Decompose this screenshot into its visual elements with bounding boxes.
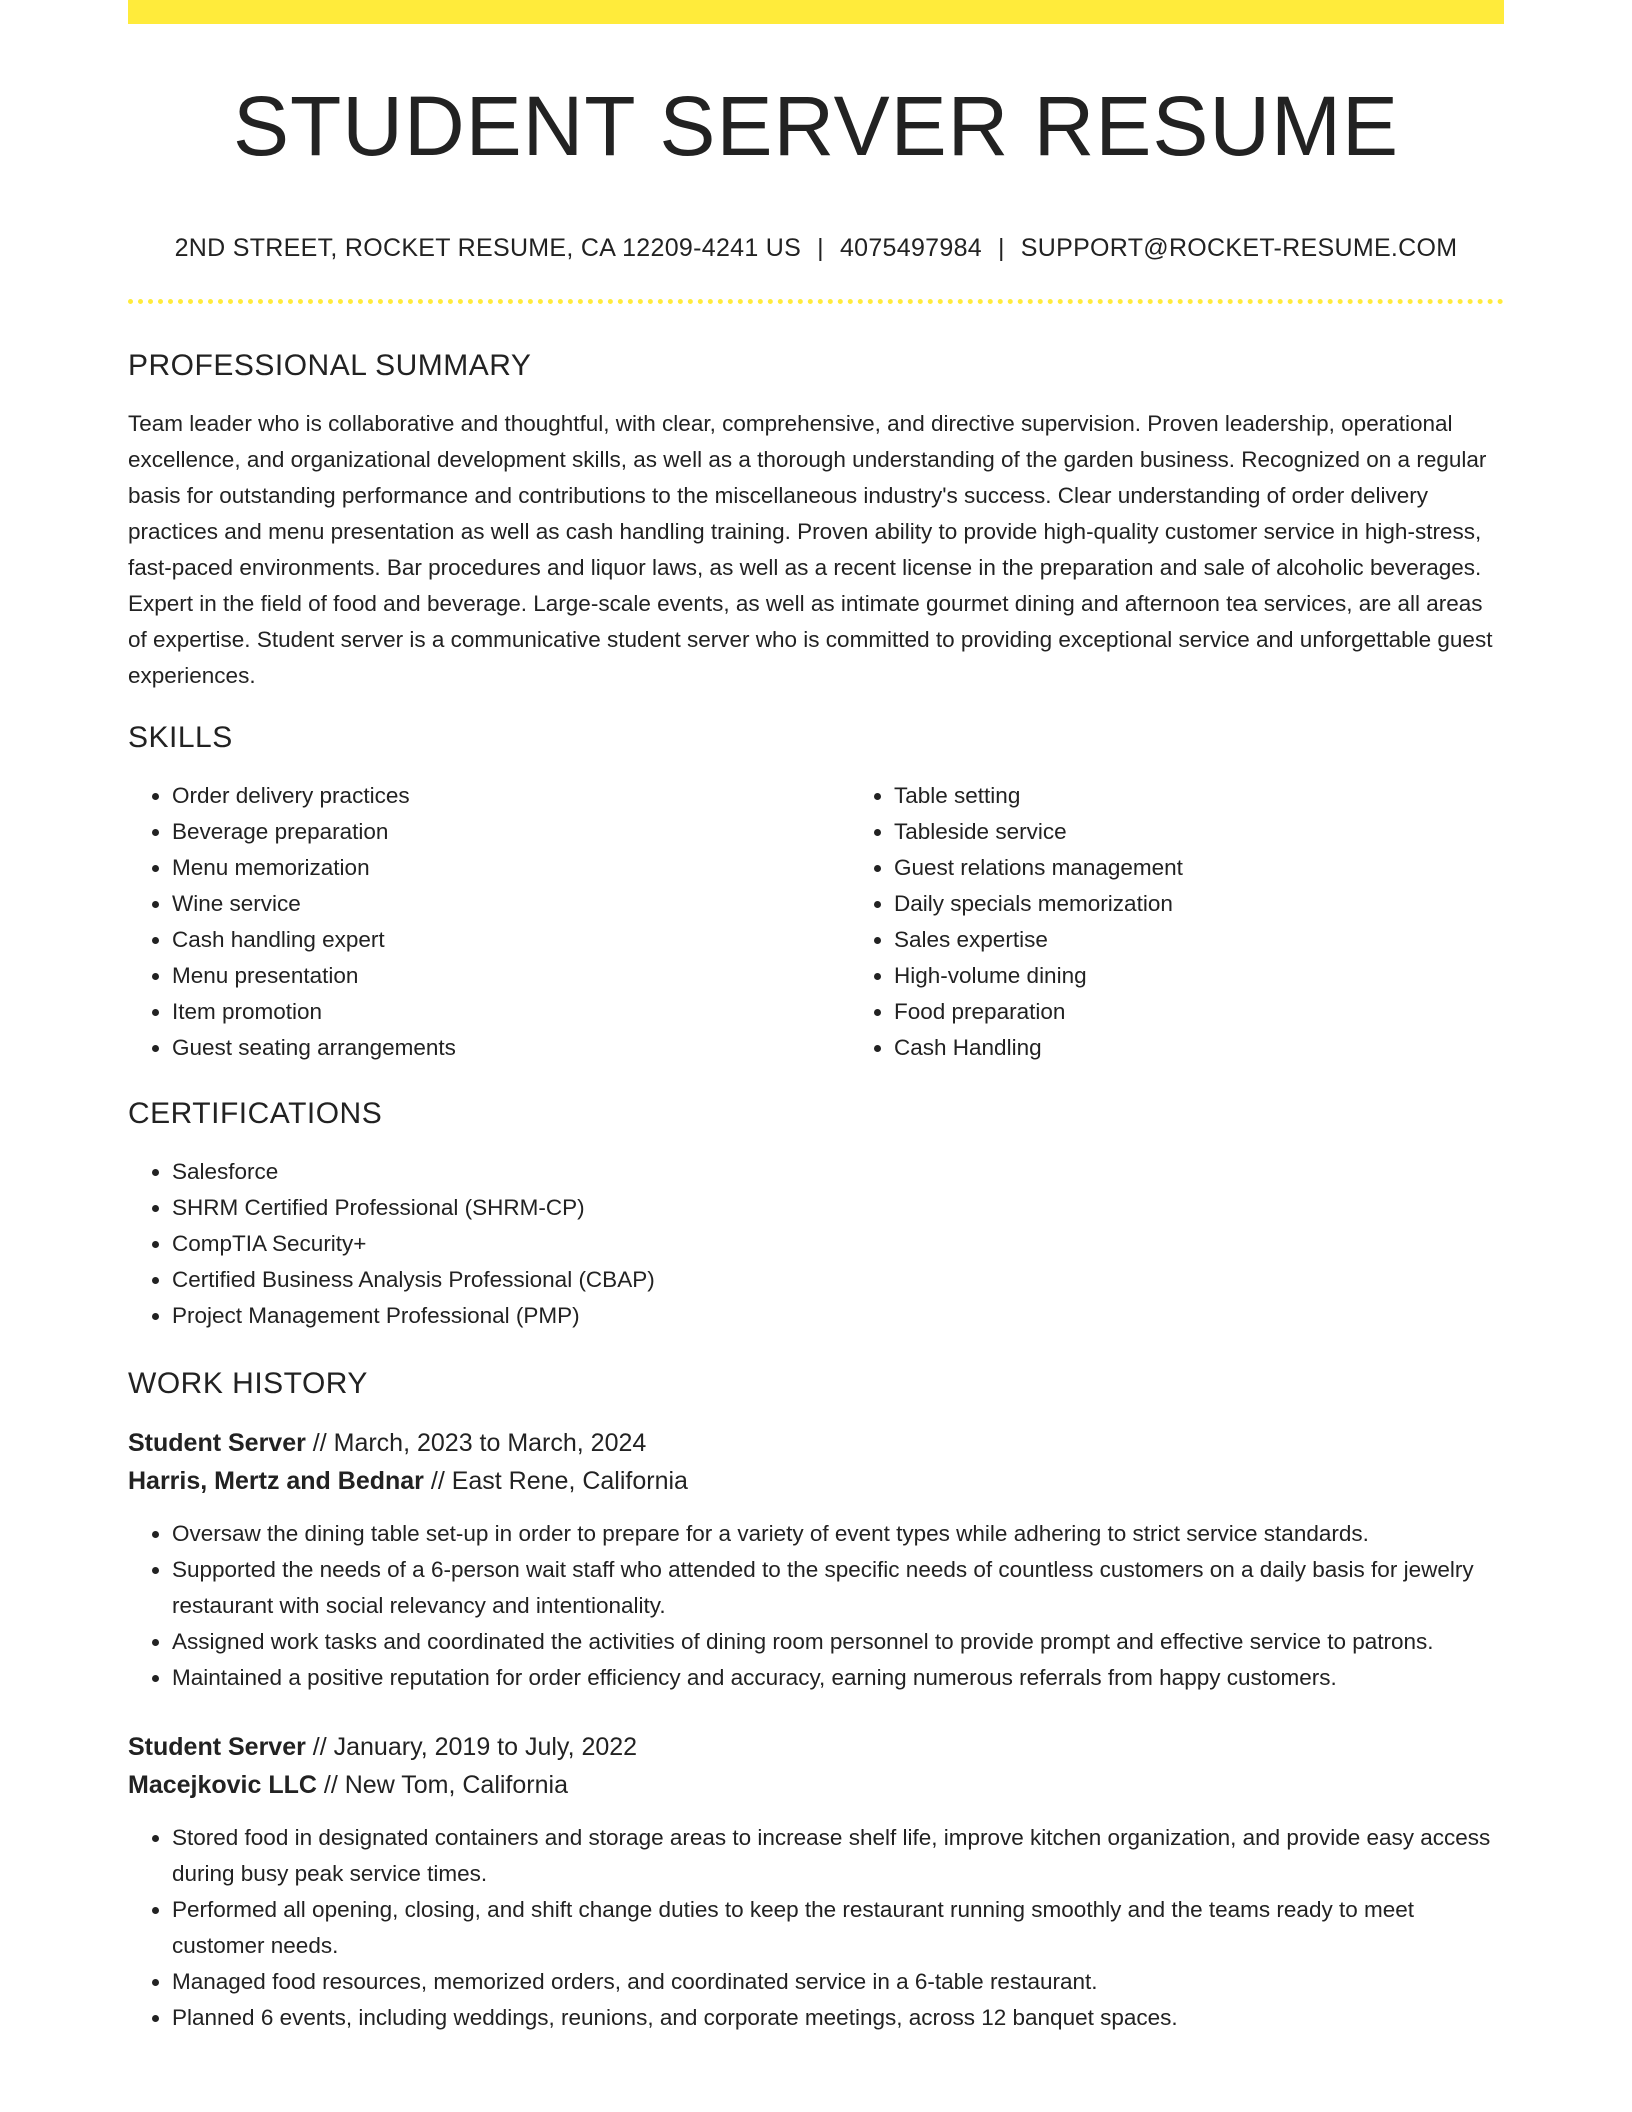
contact-address: 2ND STREET, ROCKET RESUME, CA 12209-4241 US [174, 234, 802, 262]
job-dates: // January, 2019 to July, 2022 [305, 1733, 638, 1761]
resume-title: STUDENT SERVER RESUME [232, 79, 1400, 173]
skill-item: • Daily specials memorization [894, 886, 1572, 922]
job-bullet: • Managed food resources, memorized orders, and coordinated service in a 6-table restaurant. [172, 1964, 1504, 2000]
contact-separator: | [997, 234, 1005, 262]
job-bullet: • Stored food in designated containers and storage areas to increase shelf life, improve kitchen organization, and provide easy access during busy peak service times. [172, 1820, 1504, 1892]
job-entry [128, 1424, 1504, 1696]
job-bullet: • Maintained a positive reputation for order efficiency and accuracy, earning numerous referrals from happy customers. [172, 1660, 1504, 1696]
certifications-heading: CERTIFICATIONS [128, 1097, 383, 1130]
job-bullet: • Assigned work tasks and coordinated the activities of dining room personnel to provide prompt and effective service to patrons. [172, 1624, 1504, 1660]
skill-item: • Order delivery practices [172, 778, 850, 814]
job-entry [128, 1728, 1504, 2036]
skill-item: • Table setting [894, 778, 1572, 814]
job-role: Student Server [128, 1733, 306, 1761]
skill-item: • Food preparation [894, 994, 1572, 1030]
job-company-line [128, 1766, 1504, 1804]
job-company: Harris, Mertz and Bednar [128, 1467, 424, 1495]
certification-item: • Certified Business Analysis Professional (CBAP) [172, 1262, 1504, 1298]
job-bullet: • Supported the needs of a 6-person wait staff who attended to the specific needs of countless customers on a daily basis for jewelry restaurant with social relevancy and intentionality. [172, 1552, 1504, 1624]
dotted-divider [128, 299, 1504, 304]
skill-item: • Wine service [172, 886, 850, 922]
skill-item: • Beverage preparation [172, 814, 850, 850]
skills-list-right [850, 778, 1572, 1066]
job-role-line [128, 1424, 1504, 1462]
skill-item: • Cash handling expert [172, 922, 850, 958]
skill-item: • Menu presentation [172, 958, 850, 994]
certification-item: • Project Management Professional (PMP) [172, 1298, 1504, 1334]
work-history-heading: WORK HISTORY [128, 1367, 368, 1400]
skill-item: • Sales expertise [894, 922, 1572, 958]
job-bullets [128, 1820, 1504, 2036]
contact-separator: | [817, 234, 824, 262]
skill-item: • High-volume dining [894, 958, 1572, 994]
job-bullet: • Planned 6 events, including weddings, reunions, and corporate meetings, across 12 banquet spaces. [172, 2000, 1504, 2036]
certifications-list [128, 1154, 1504, 1334]
job-role: Student Server [128, 1429, 306, 1457]
job-bullet: • Performed all opening, closing, and shift change duties to keep the restaurant running smoothly and the teams ready to meet customer needs. [172, 1892, 1504, 1964]
skill-item: • Tableside service [894, 814, 1572, 850]
certification-item: • Salesforce [172, 1154, 1504, 1190]
skill-item: • Cash Handling [894, 1030, 1572, 1066]
skills-heading: SKILLS [128, 721, 233, 754]
job-location: // East Rene, California [423, 1467, 688, 1495]
skill-item: • Guest relations management [894, 850, 1572, 886]
skill-item: • Menu memorization [172, 850, 850, 886]
skills-columns [128, 778, 1504, 1066]
certification-item: • SHRM Certified Professional (SHRM-CP) [172, 1190, 1504, 1226]
contact-email: SUPPORT@ROCKET-RESUME.COM [1020, 234, 1458, 262]
skill-item: • Item promotion [172, 994, 850, 1030]
job-role-line [128, 1728, 1504, 1766]
job-dates: // March, 2023 to March, 2024 [305, 1429, 647, 1457]
summary-heading: PROFESSIONAL SUMMARY [128, 349, 532, 382]
contact-phone: 4075497984 [839, 234, 982, 262]
job-bullet: • Oversaw the dining table set-up in order to prepare for a variety of event types while adhering to strict service standards. [172, 1516, 1504, 1552]
summary-text: Team leader who is collaborative and thoughtful, with clear, comprehensive, and directive supervision. Proven leadership, operational excellence, and organizational development skills, as well as a thorough understanding of the garden business. Recognized on a regular basis for outstanding performance and contributions to the miscellaneous industry's success. Clear understanding of order delivery practices and menu presentation as well as cash handling training. Proven ability to provide high-quality customer service in high-stress, fast-paced environments. Bar procedures and liquor laws, as well as a recent license in the preparation and sale of alcoholic beverages. Expert in the field of food and beverage. Large-scale events, as well as intimate gourmet dining and afternoon tea services, are all areas of expertise. Student server is a communicative student server who is committed to providing exceptional service and unforgettable guest experiences. [128, 411, 1493, 688]
job-location: // New Tom, California [316, 1771, 568, 1799]
job-company: Macejkovic LLC [128, 1771, 317, 1799]
job-bullets [128, 1516, 1504, 1696]
contact-line [128, 234, 1504, 263]
certification-item: • CompTIA Security+ [172, 1226, 1504, 1262]
skill-item: • Guest seating arrangements [172, 1030, 850, 1066]
skills-list-left [128, 778, 850, 1066]
resume-page [128, 0, 1504, 2112]
top-accent-bar [128, 0, 1504, 24]
job-company-line [128, 1462, 1504, 1500]
